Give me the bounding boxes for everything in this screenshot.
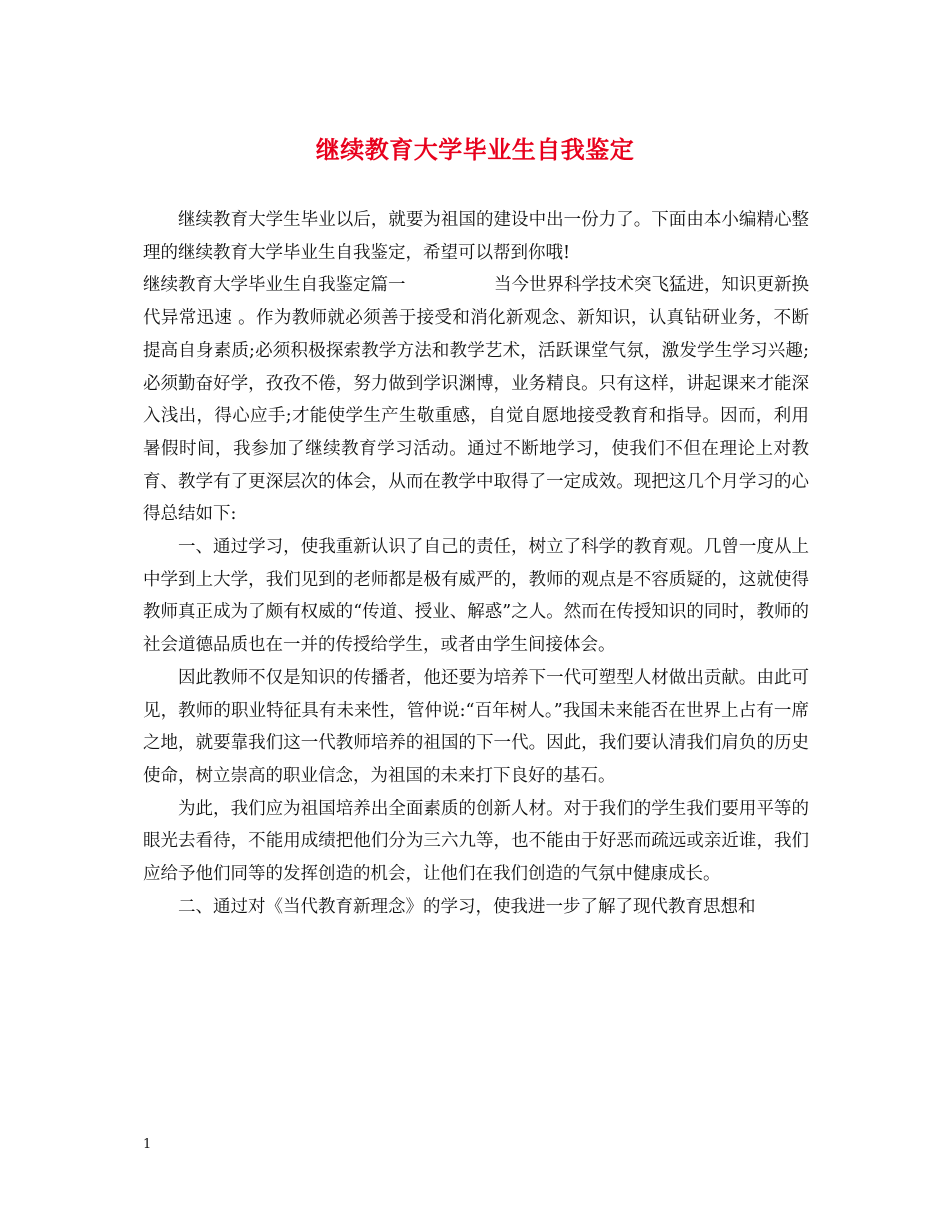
page-number: 1: [143, 1137, 152, 1152]
document-title: 继续教育大学毕业生自我鉴定: [315, 135, 635, 164]
intro-paragraph: 继续教育大学生毕业以后，就要为祖国的建设中出一份力了。下面由本小编精心整理的继续教育大学毕业生自我鉴定，希望可以帮到你哦!: [143, 210, 809, 263]
section-first-line: [143, 269, 809, 302]
paragraph-2: 因此教师不仅是知识的传播者，他还要为培养下一代可塑型人材做出贡献。由此可见，教师的职业特征具有未来性，管仲说:“百年树人。”我国未来能否在世界上占有一席之地，就要靠我们这一代教师培养的祖国的下一代。因此，我们要认清我们肩负的历史使命，树立崇高的职业信念，为祖国的未来打下良好的基石。: [143, 667, 809, 786]
paragraph-1: 一、通过学习，使我重新认识了自己的责任，树立了科学的教育观。几曾一度从上中学到上大学，我们见到的老师都是极有威严的，教师的观点是不容质疑的，这就使得教师真正成为了颇有权威的“传道、授业、解惑”之人。然而在传授知识的同时，教师的社会道德品质也在一并的传授给学生，或者由学生间接体会。: [143, 537, 809, 656]
section-heading: 继续教育大学毕业生自我鉴定篇一: [143, 275, 406, 296]
paragraph-3: 为此，我们应为祖国培养出全面素质的创新人材。对于我们的学生我们要用平等的眼光去看待，不能用成绩把他们分为三六九等，也不能由于好恶而疏远或亲近谁，我们应给予他们同等的发挥创造的机会，让他们在我们创造的气氛中健康成长。: [143, 798, 809, 885]
section-paragraph: 代异常迅速 。作为教师就必须善于接受和消化新观念、新知识，认真钻研业务，不断提高自身素质;必须积极探索教学方法和教学艺术，活跃课堂气氛，激发学生学习兴趣;必须勤奋好学，孜孜不倦，努力做到学识渊博，业务精良。只有这样，讲起课来才能深入浅出，得心应手;才能使学生产生敬重感，自觉自愿地接受教育和指导。因而，利用暑假时间，我参加了继续教育学习活动。通过不断地学习，使我们不但在理论上对教育、教学有了更深层次的体会，从而在教学中取得了一定成效。现把这几个月学习的心得总结如下:: [143, 308, 809, 525]
section-first-line-text: 当今世界科学技术突飞猛进，知识更新换: [494, 275, 809, 296]
paragraph-4: 二、通过对《当代教育新理念》的学习，使我进一步了解了现代教育思想和: [178, 896, 756, 917]
document-body: [143, 204, 809, 923]
